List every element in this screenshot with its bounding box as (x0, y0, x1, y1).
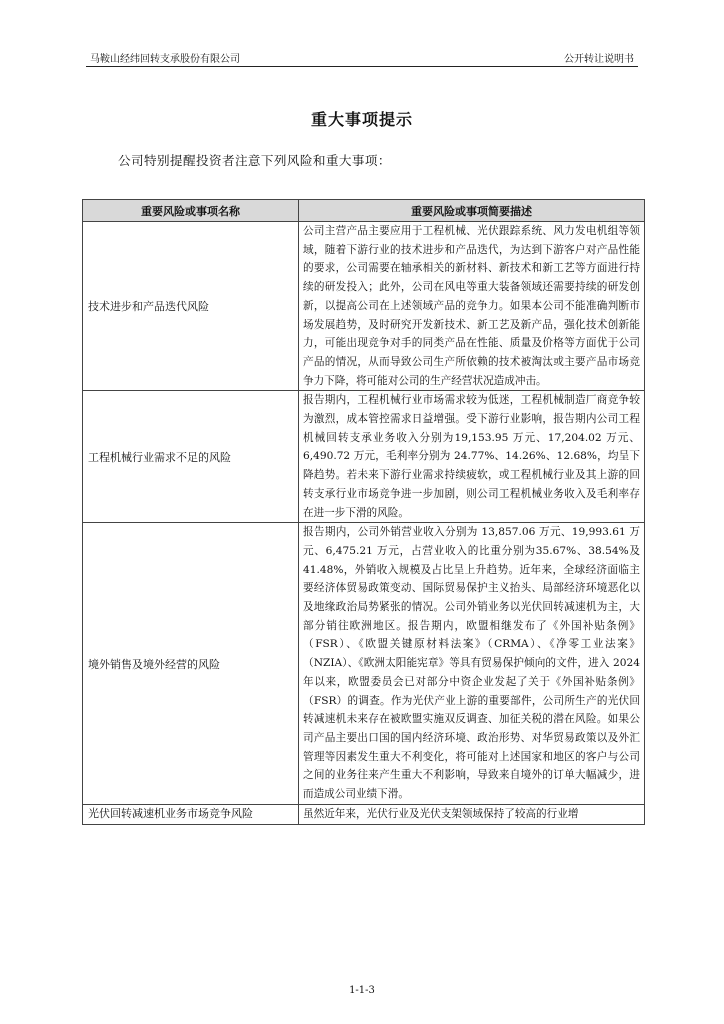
table-row (83, 222, 645, 391)
page-number: 1-1-3 (349, 985, 375, 996)
risk-name: 技术进步和产品迭代风险 (83, 222, 299, 391)
risk-desc: 报告期内，公司外销营业收入分别为 13,857.06 万元、19,993.61 万元、6,475.21 万元，占营业收入的比重分别为35.67%、38.54%及 41.48%，外销收入规模及占比呈上升趋势。近年来，全球经济面临主要经济体贸易政策变动、国际贸易保护主义抬头、局部经济环境恶化以及地缘政治局势紧张的情况。公司外销业务以光伏回转减速机为主，大部分销往欧洲地区。报告期内，欧盟相继发布了《外国补贴条例》（FSR）、《欧盟关键原材料法案》（CRMA）、《净零工业法案》（NZIA）、《欧洲太阳能宪章》等具有贸易保护倾向的文件，进入 2024年以来，欧盟委员会已对部分中资企业发起了关于《外国补贴条例》（FSR）的调查。作为光伏产业上游的重要部件，公司所生产的光伏回转减速机未来存在被欧盟实施双反调查、加征关税的潜在风险。如果公司产品主要出口国的国内经济环境、政治形势、对华贸易政策以及外汇管理等因素发生重大不利变化，将可能对上述国家和地区的客户与公司之间的业务往来产生重大不利影响，导致来自境外的订单大幅减少，进而造成公司业绩下滑。 (299, 523, 645, 805)
header-doc-type: 公开转让说明书 (564, 54, 634, 65)
table-row (83, 804, 645, 824)
table-header-row (83, 200, 645, 222)
risk-desc: 公司主营产品主要应用于工程机械、光伏跟踪系统、风力发电机组等领域，随着下游行业的技术进步和产品迭代，为达到下游客户对产品性能的要求，公司需要在轴承相关的新材料、新技术和新工艺等方面进行持续的研发投入；此外，公司在风电等重大装备领域还需要持续的研发创新，以提高公司在上述领域产品的竞争力。如果本公司不能准确判断市场发展趋势，及时研究开发新技术、新工艺及新产品，强化技术创新能力，可能出现竞争对手的同类产品在性能、质量及价格等方面优于公司产品的情况，从而导致公司生产所依赖的技术被淘汰或主要产品市场竞争力下降，将可能对公司的生产经营状况造成冲击。 (299, 222, 645, 391)
page-title: 重大事项提示 (310, 110, 413, 129)
table-row (83, 523, 645, 805)
table-row (83, 391, 645, 523)
risk-name: 境外销售及境外经营的风险 (83, 523, 299, 805)
column-header-desc: 重要风险或事项简要描述 (299, 200, 645, 222)
header-company: 马鞍山经纬回转支承股份有限公司 (90, 54, 240, 65)
risk-name: 光伏回转减速机业务市场竞争风险 (83, 804, 299, 824)
risk-name: 工程机械行业需求不足的风险 (83, 391, 299, 523)
risk-desc: 虽然近年来，光伏行业及光伏支架领域保持了较高的行业增 (299, 804, 645, 824)
risk-table (82, 199, 645, 825)
column-header-name: 重要风险或事项名称 (83, 200, 299, 222)
intro-text: 公司特别提醒投资者注意下列风险和重大事项： (118, 153, 391, 168)
page-header (86, 48, 638, 67)
risk-desc: 报告期内，工程机械行业市场需求较为低迷，工程机械制造厂商竞争较为激烈，成本管控需求日益增强。受下游行业影响，报告期内公司工程机械回转支承业务收入分别为19,153.95 万元、17,204.02 万元、6,490.72 万元，毛利率分别为 24.77%、14.26%、12.68%，均呈下降趋势。若未来下游行业需求持续疲软，或工程机械行业及其上游的回转支承行业市场竞争进一步加剧，则公司工程机械业务收入及毛利率存在进一步下滑的风险。 (299, 391, 645, 523)
